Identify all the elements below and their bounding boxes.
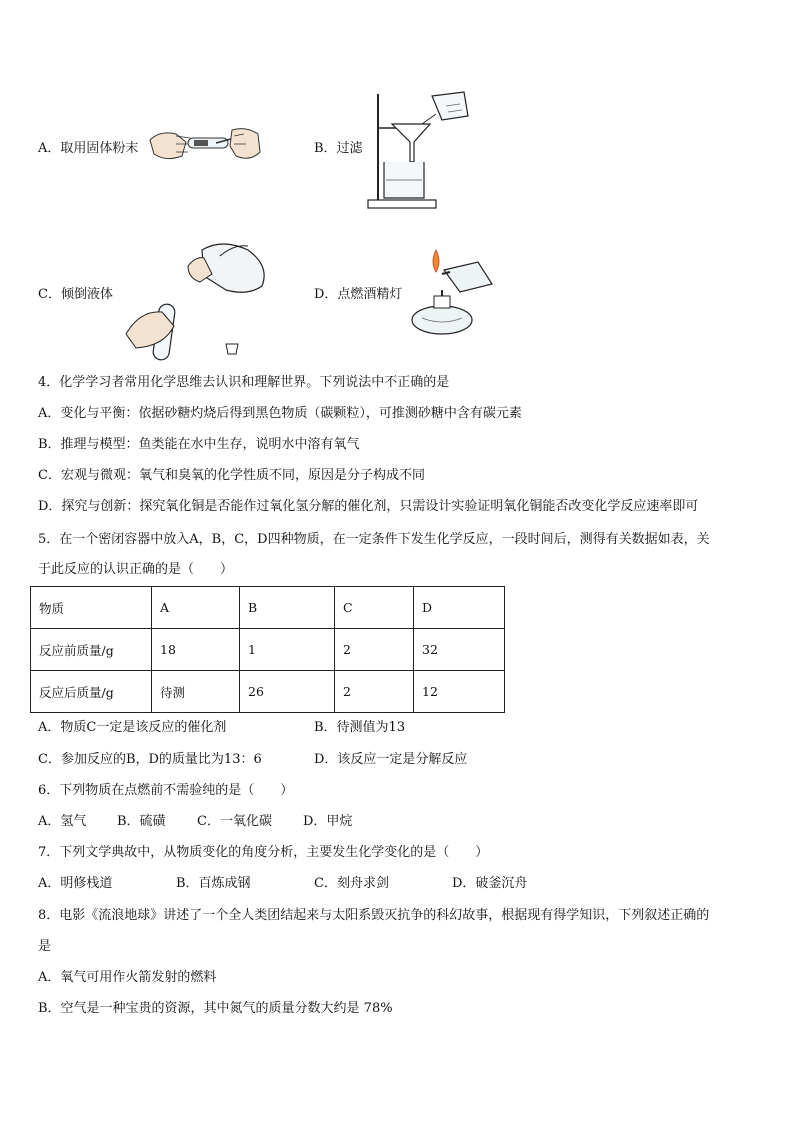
q6-stem: 6．下列物质在点燃前不需验纯的是（ ） [38,783,294,798]
table-cell: 物质 [31,587,152,629]
table-cell: 2 [335,629,414,671]
q4-option-b: B．推理与模型：鱼类能在水中生存，说明水中溶有氧气 [38,437,360,452]
alcohol-lamp-figure [406,246,500,338]
powder-sampling-figure [146,122,264,166]
q8-stem-line2: 是 [38,939,52,954]
q8-option-b: B．空气是一种宝贵的资源，其中氮气的质量分数大约是 78% [38,1001,393,1016]
q3-option-d: D．点燃酒精灯 [314,287,403,302]
q8-option-a: A．氧气可用作火箭发射的燃料 [38,970,217,985]
q7-stem: 7．下列文学典故中，从物质变化的角度分析，主要发生化学变化的是（ ） [38,845,489,860]
table-cell: 12 [414,671,505,713]
table-cell: 反应后质量/g [31,671,152,713]
table-cell: 2 [335,671,414,713]
q6-option-d: D．甲烷 [303,814,353,829]
q7-option-c: C．刻舟求剑 [314,876,389,891]
q6-option-b: B．硫磺 [117,814,166,829]
q5-option-b: B．待测值为13 [314,720,406,735]
q5-stem-line2: 于此反应的认识正确的是（ ） [38,562,234,577]
table-cell: 1 [240,629,335,671]
q6-option-c: C．一氧化碳 [197,814,272,829]
q3-option-a: A．取用固体粉末 [38,141,139,156]
q5-option-c: C．参加反应的B，D的质量比为13：6 [38,752,262,767]
q4-option-a: A．变化与平衡：依据砂糖灼烧后得到黑色物质（碳颗粒），可推测砂糖中含有碳元素 [38,406,522,421]
filtration-apparatus-figure [364,88,476,212]
table-cell: B [240,587,335,629]
q3-option-b: B．过滤 [314,141,363,156]
table-cell: 反应前质量/g [31,629,152,671]
q4-stem: 4．化学学习者常用化学思维去认识和理解世界。下列说法中不正确的是 [38,375,450,390]
pouring-liquid-figure [122,236,272,362]
table-cell: C [335,587,414,629]
table-cell: 18 [152,629,240,671]
table-row [31,671,505,713]
table-cell: D [414,587,505,629]
q7-option-b: B．百炼成钢 [176,876,251,891]
q5-data-table [30,586,505,713]
table-cell: 待测 [152,671,240,713]
q3-option-c: C．倾倒液体 [38,287,113,302]
q4-option-d: D．探究与创新：探究氧化铜是否能作过氧化氢分解的催化剂，只需设计实验证明氧化铜能否改变化学反应速率即可 [38,499,699,514]
q4-option-c: C．宏观与微观：氧气和臭氧的化学性质不同，原因是分子构成不同 [38,468,425,483]
q6-option-a: A．氢气 [38,814,87,829]
q5-option-a: A．物质C一定是该反应的催化剂 [38,720,227,735]
table-cell: A [152,587,240,629]
q8-stem-line1: 8．电影《流浪地球》讲述了一个全人类团结起来与太阳系毁灭抗争的科幻故事，根据现有得学知识，下列叙述正确的 [38,908,710,923]
table-row [31,629,505,671]
q5-option-d: D．该反应一定是分解反应 [314,752,468,767]
q7-option-a: A．明修栈道 [38,876,113,891]
table-cell: 32 [414,629,505,671]
table-header-row [31,587,505,629]
table-cell: 26 [240,671,335,713]
q7-option-d: D．破釜沉舟 [452,876,528,891]
q5-stem-line1: 5．在一个密闭容器中放入A，B，C，D四种物质，在一定条件下发生化学反应，一段时间后，测得有关数据如表，关 [38,532,710,547]
